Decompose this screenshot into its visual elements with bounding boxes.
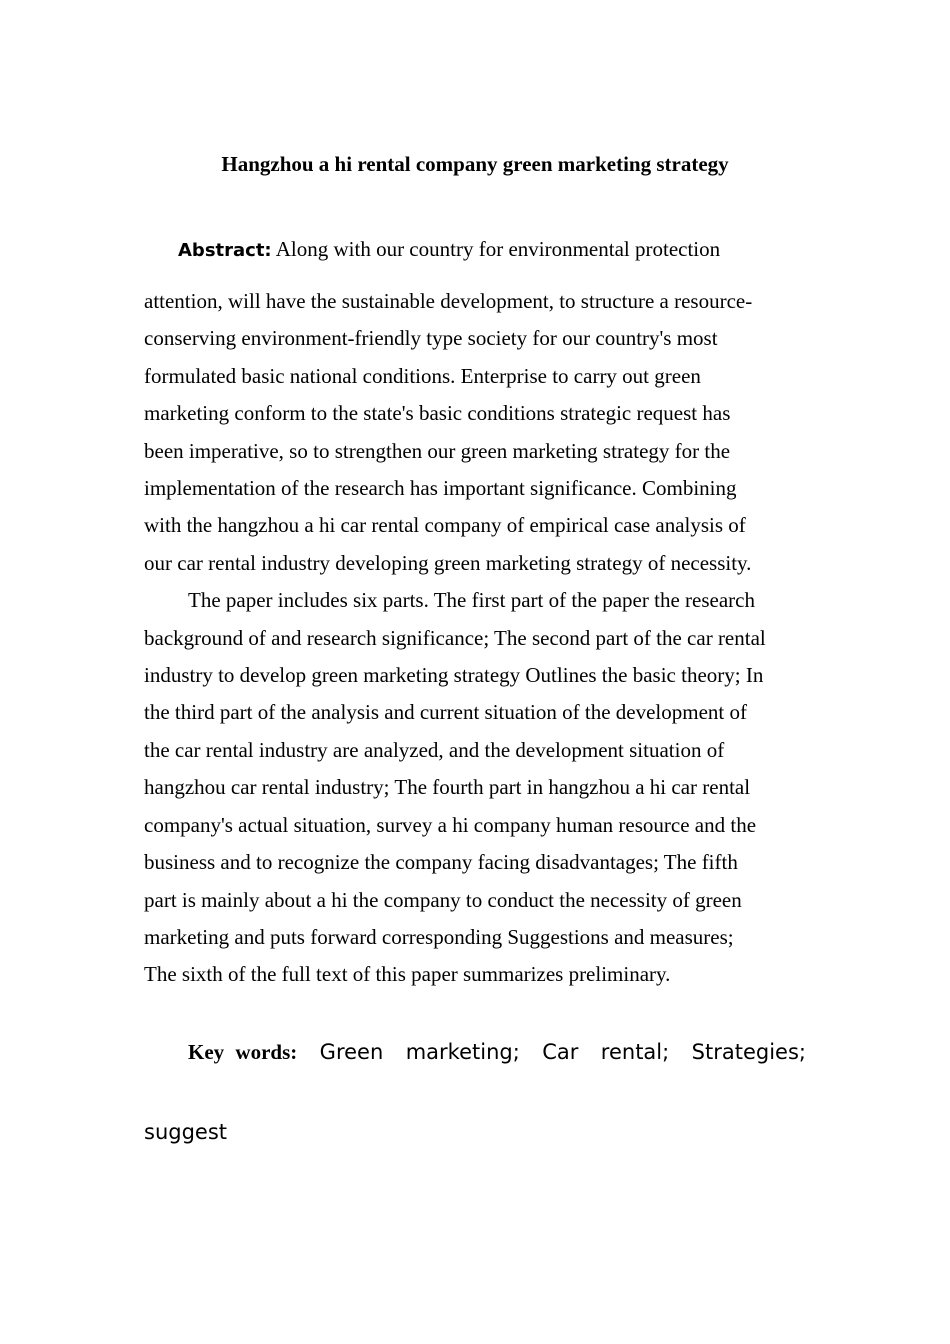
abstract-line: The sixth of the full text of this paper summarizes preliminary. (144, 962, 671, 987)
abstract-line: implementation of the research has important significance. Combining (144, 476, 737, 501)
abstract-line: marketing and puts forward corresponding Suggestions and measures; (144, 924, 734, 949)
abstract-line: The paper includes six parts. The first part of the paper the research (188, 588, 755, 613)
abstract-line: part is mainly about a hi the company to conduct the necessity of green (144, 887, 742, 912)
abstract-line: with the hangzhou a hi car rental company of empirical case analysis of (144, 513, 746, 538)
abstract-line: formulated basic national conditions. Enterprise to carry out green (144, 363, 701, 388)
abstract-line: company's actual situation, survey a hi company human resource and the (144, 812, 757, 837)
abstract-line: industry to develop green marketing strategy Outlines the basic theory; In (144, 663, 764, 688)
abstract-line: the car rental industry are analyzed, and the development situation of (144, 737, 725, 762)
keyword-word: marketing; (405, 1040, 520, 1064)
keywords-line (188, 1040, 806, 1076)
abstract-line: conserving environment-friendly type society for our country's most (144, 326, 718, 351)
keywords-label: Key words: (188, 1040, 298, 1064)
abstract-line: marketing conform to the state's basic conditions strategic request has (144, 401, 731, 426)
keyword-word: rental; (600, 1040, 670, 1064)
abstract-first-line (178, 235, 818, 265)
abstract-line: background of and research significance; The second part of the car rental (144, 625, 766, 650)
abstract-line: business and to recognize the company facing disadvantages; The fifth (144, 850, 738, 875)
keyword-word-last: suggest (144, 1120, 228, 1144)
keyword-word: Strategies; (691, 1040, 806, 1064)
document-title: Hangzhou a hi rental company green marketing strategy (221, 152, 729, 176)
abstract-body (144, 283, 806, 994)
abstract-line: been imperative, so to strengthen our green marketing strategy for the (144, 438, 731, 463)
abstract-line: the third part of the analysis and current situation of the development of (144, 700, 747, 725)
keyword-word: Car (542, 1040, 579, 1064)
abstract-line: hangzhou car rental industry; The fourth part in hangzhou a hi car rental (144, 775, 751, 800)
abstract-label: Abstract: (178, 240, 272, 261)
abstract-line: our car rental industry developing green marketing strategy of necessity. (144, 550, 752, 575)
abstract-line: attention, will have the sustainable development, to structure a resource- (144, 289, 753, 313)
abstract-line-0: Along with our country for environmental protection (271, 237, 721, 261)
keyword-word: Green (319, 1040, 384, 1064)
